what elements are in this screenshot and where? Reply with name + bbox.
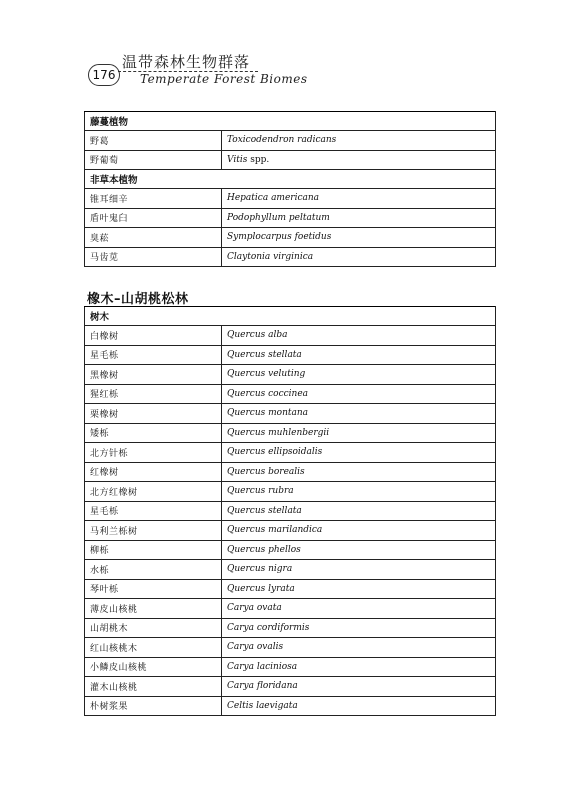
common-name-cell: 红橡树 [85,462,222,482]
table-row [85,443,496,463]
table-row [85,657,496,677]
latin-name-cell: Quercus phellos [222,540,496,560]
latin-name-cell: Quercus marilandica [222,521,496,541]
common-name-cell: 北方针栎 [85,443,222,463]
table-row [85,677,496,697]
common-name-cell: 小鳞皮山核桃 [85,657,222,677]
table-row [85,326,496,346]
common-name-cell: 马利兰栎树 [85,521,222,541]
species-table-trees [84,306,496,716]
latin-name-cell: Quercus stellata [222,345,496,365]
latin-name-cell [222,189,496,209]
table-row [85,482,496,502]
common-name-cell: 锥耳细辛 [85,189,222,209]
category-row [85,307,496,326]
table-row [85,696,496,716]
latin-name-text: Vitis [227,154,248,165]
category-cell: 非草本植物 [85,170,496,189]
common-name-cell: 薄皮山核桃 [85,599,222,619]
category-row [85,112,496,131]
common-name-cell: 水栎 [85,560,222,580]
table-row [85,423,496,443]
table-row [85,131,496,151]
table-row [85,462,496,482]
common-name-cell: 琴叶栎 [85,579,222,599]
category-cell: 藤蔓植物 [85,112,496,131]
species-table-vines-herbs [84,111,496,267]
common-name-cell: 灌木山核桃 [85,677,222,697]
table-row [85,540,496,560]
common-name-cell: 野葛 [85,131,222,151]
latin-name-cell: Carya ovata [222,599,496,619]
table-row [85,618,496,638]
common-name-cell: 柳栎 [85,540,222,560]
running-title-cn: 温带森林生物群落 [122,53,251,71]
latin-name-cell: Carya floridana [222,677,496,697]
common-name-cell: 山胡桃木 [85,618,222,638]
latin-name-cell: Quercus lyrata [222,579,496,599]
running-title-en: Temperate Forest Biomes [140,72,308,86]
latin-name-cell: Quercus ellipsoidalis [222,443,496,463]
latin-name-cell [222,247,496,267]
table-row [85,521,496,541]
latin-name-cell: Quercus veluting [222,365,496,385]
table-row [85,345,496,365]
latin-name-cell [222,150,496,170]
table-row [85,150,496,170]
table-row [85,208,496,228]
page-number: 176 [88,64,120,86]
table-row [85,189,496,209]
latin-name-cell: Quercus alba [222,326,496,346]
latin-name-cell [222,131,496,151]
table-row [85,579,496,599]
latin-name-cell: Carya cordiformis [222,618,496,638]
common-name-cell: 星毛栎 [85,345,222,365]
latin-name-text: Claytonia virginica [227,251,314,262]
latin-name-text: Toxicodendron radicans [227,135,337,146]
table-row [85,384,496,404]
table-row [85,560,496,580]
common-name-cell: 朴树浆果 [85,696,222,716]
latin-name-cell [222,208,496,228]
latin-name-text: Symplocarpus foetidus [227,232,332,243]
common-name-cell: 星毛栎 [85,501,222,521]
common-name-cell: 矮栎 [85,423,222,443]
table-row [85,365,496,385]
latin-name-suffix: spp. [247,154,270,165]
common-name-cell: 红山核桃木 [85,638,222,658]
table-row [85,599,496,619]
common-name-cell: 白橡树 [85,326,222,346]
latin-name-cell: Quercus montana [222,404,496,424]
common-name-cell: 栗橡树 [85,404,222,424]
common-name-cell: 盾叶鬼臼 [85,208,222,228]
common-name-cell: 黑橡树 [85,365,222,385]
latin-name-cell: Quercus nigra [222,560,496,580]
latin-name-cell [222,228,496,248]
section-heading: 橡木–山胡桃松林 [87,292,189,307]
table-row [85,247,496,267]
table-row [85,501,496,521]
latin-name-cell: Quercus muhlenbergii [222,423,496,443]
common-name-cell: 猩红栎 [85,384,222,404]
latin-name-cell: Quercus coccinea [222,384,496,404]
table-row [85,228,496,248]
table-row [85,404,496,424]
category-cell: 树木 [85,307,496,326]
latin-name-cell: Carya laciniosa [222,657,496,677]
latin-name-text: Hepatica americana [227,193,320,204]
latin-name-cell: Celtis laevigata [222,696,496,716]
common-name-cell: 马齿苋 [85,247,222,267]
latin-name-cell: Quercus stellata [222,501,496,521]
category-row [85,170,496,189]
page-header [0,0,570,100]
latin-name-cell: Quercus rubra [222,482,496,502]
common-name-cell: 北方红橡树 [85,482,222,502]
common-name-cell: 臭菘 [85,228,222,248]
latin-name-cell: Carya ovalis [222,638,496,658]
table-row [85,638,496,658]
common-name-cell: 野葡萄 [85,150,222,170]
latin-name-cell: Quercus borealis [222,462,496,482]
latin-name-text: Podophyllum peltatum [227,212,330,223]
